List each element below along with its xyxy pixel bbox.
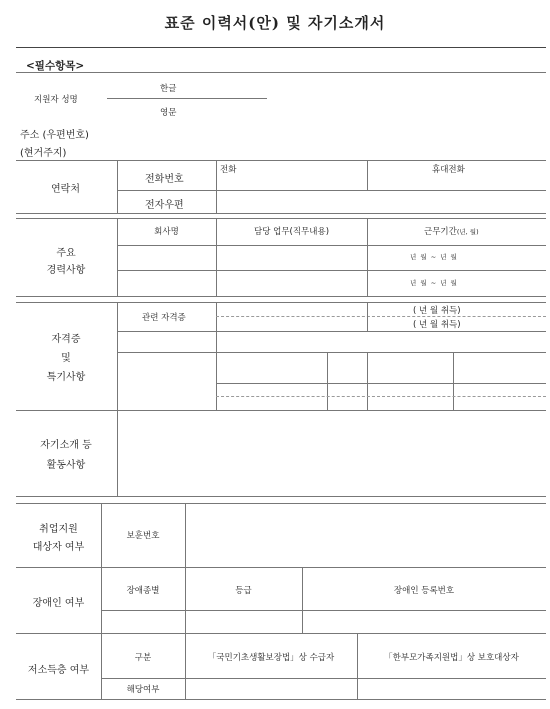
disability-type-header: 장애종별 (126, 586, 160, 596)
duty-header: 담당 업무(직무내용) (253, 227, 330, 237)
career-label-1: 주요 (56, 248, 76, 259)
divider (16, 699, 546, 700)
qual-label-1: 자격증 (51, 334, 81, 345)
korean-name-label: 한글 (160, 84, 177, 94)
period-unit: (년, 월) (456, 228, 479, 236)
tel-field[interactable] (218, 174, 365, 189)
address-field[interactable] (130, 124, 540, 158)
period-header-text: 근무기간 (424, 227, 457, 237)
applicable-label: 해당여부 (126, 685, 160, 695)
cert-acquired-1: ( 년 월 취득) (413, 306, 461, 316)
single-parent-header: 「한부모가족지원법」상 보호대상자 (384, 653, 519, 663)
disability-reg-header: 장애인 등록번호 (393, 586, 455, 596)
period-row-1: 년 월 ~ 년 월 (410, 253, 458, 261)
career-label-2: 경력사항 (46, 265, 86, 276)
divider (16, 567, 546, 568)
required-section-label: <필수항목> (26, 60, 85, 72)
disability-label: 장애인 여부 (32, 598, 85, 609)
page-title: 표준 이력서(안) 및 자기소개서 (164, 14, 386, 32)
self-intro-label-2: 활동사항 (46, 460, 86, 471)
self-intro-label-1: 자기소개 등 (40, 440, 92, 451)
divider (357, 633, 358, 699)
divider (16, 72, 546, 73)
related-cert-label: 관련 자격증 (142, 313, 186, 323)
divider (16, 633, 546, 634)
category-header: 구분 (134, 653, 152, 663)
divider (185, 503, 186, 567)
divider (216, 160, 217, 213)
applicant-name-label: 지원자 성명 (34, 95, 78, 105)
veteran-no-label: 보훈번호 (126, 531, 160, 541)
qual-label-3: 특기사항 (46, 372, 86, 383)
address-label: 주소 (우편번호) (20, 130, 89, 141)
english-name-field[interactable] (190, 101, 540, 119)
employment-support-label-1: 취업지원 (39, 524, 78, 535)
veteran-no-field[interactable] (187, 505, 544, 565)
divider (16, 218, 546, 219)
email-label: 전자우편 (145, 200, 184, 211)
divider (101, 678, 546, 679)
cert-name-field-1[interactable] (218, 303, 365, 315)
self-intro-area[interactable] (118, 411, 544, 495)
divider (367, 302, 368, 331)
divider (117, 160, 118, 213)
divider (16, 213, 546, 214)
disability-type-field[interactable] (103, 612, 183, 632)
basic-livelihood-field[interactable] (187, 680, 355, 698)
period-header (424, 225, 479, 237)
employment-support-label-2: 대상자 여부 (32, 542, 85, 553)
english-name-label: 영문 (160, 108, 177, 118)
period-row-2: 년 월 ~ 년 월 (410, 279, 458, 287)
career-row-1[interactable] (118, 246, 366, 269)
disability-reg-field[interactable] (304, 612, 544, 632)
divider (185, 567, 186, 633)
disability-grade-field[interactable] (187, 612, 300, 632)
low-income-label: 저소득층 여부 (27, 665, 90, 676)
name-divider (107, 98, 267, 99)
divider (16, 503, 546, 504)
company-header: 회사명 (154, 227, 179, 237)
basic-livelihood-header: 「국민기초생활보장법」상 수급자 (207, 653, 335, 663)
divider (101, 610, 546, 611)
qual-label-2: 및 (61, 353, 71, 364)
mobile-field[interactable] (369, 174, 544, 189)
special-notes-area[interactable] (118, 353, 544, 409)
divider (117, 190, 546, 191)
tel-label: 전화 (220, 165, 237, 175)
divider (16, 296, 546, 297)
divider (117, 331, 546, 332)
single-parent-field[interactable] (359, 680, 544, 698)
disability-grade-header: 등급 (235, 586, 252, 596)
cert-acquired-2: ( 년 월 취득) (413, 320, 461, 330)
contact-label: 연락처 (51, 184, 80, 195)
address-sub-label: (현거주지) (20, 148, 67, 159)
career-row-2[interactable] (118, 271, 366, 295)
divider (367, 218, 368, 296)
title-rule (16, 47, 546, 48)
phone-label: 전화번호 (145, 174, 184, 185)
divider (302, 567, 303, 633)
divider (16, 496, 546, 497)
cert-name-field-2[interactable] (218, 317, 365, 330)
divider (185, 633, 186, 699)
divider (16, 160, 546, 161)
korean-name-field[interactable] (190, 78, 540, 96)
divider (367, 160, 368, 190)
mobile-label: 휴대전화 (432, 165, 465, 175)
email-field[interactable] (218, 192, 544, 211)
